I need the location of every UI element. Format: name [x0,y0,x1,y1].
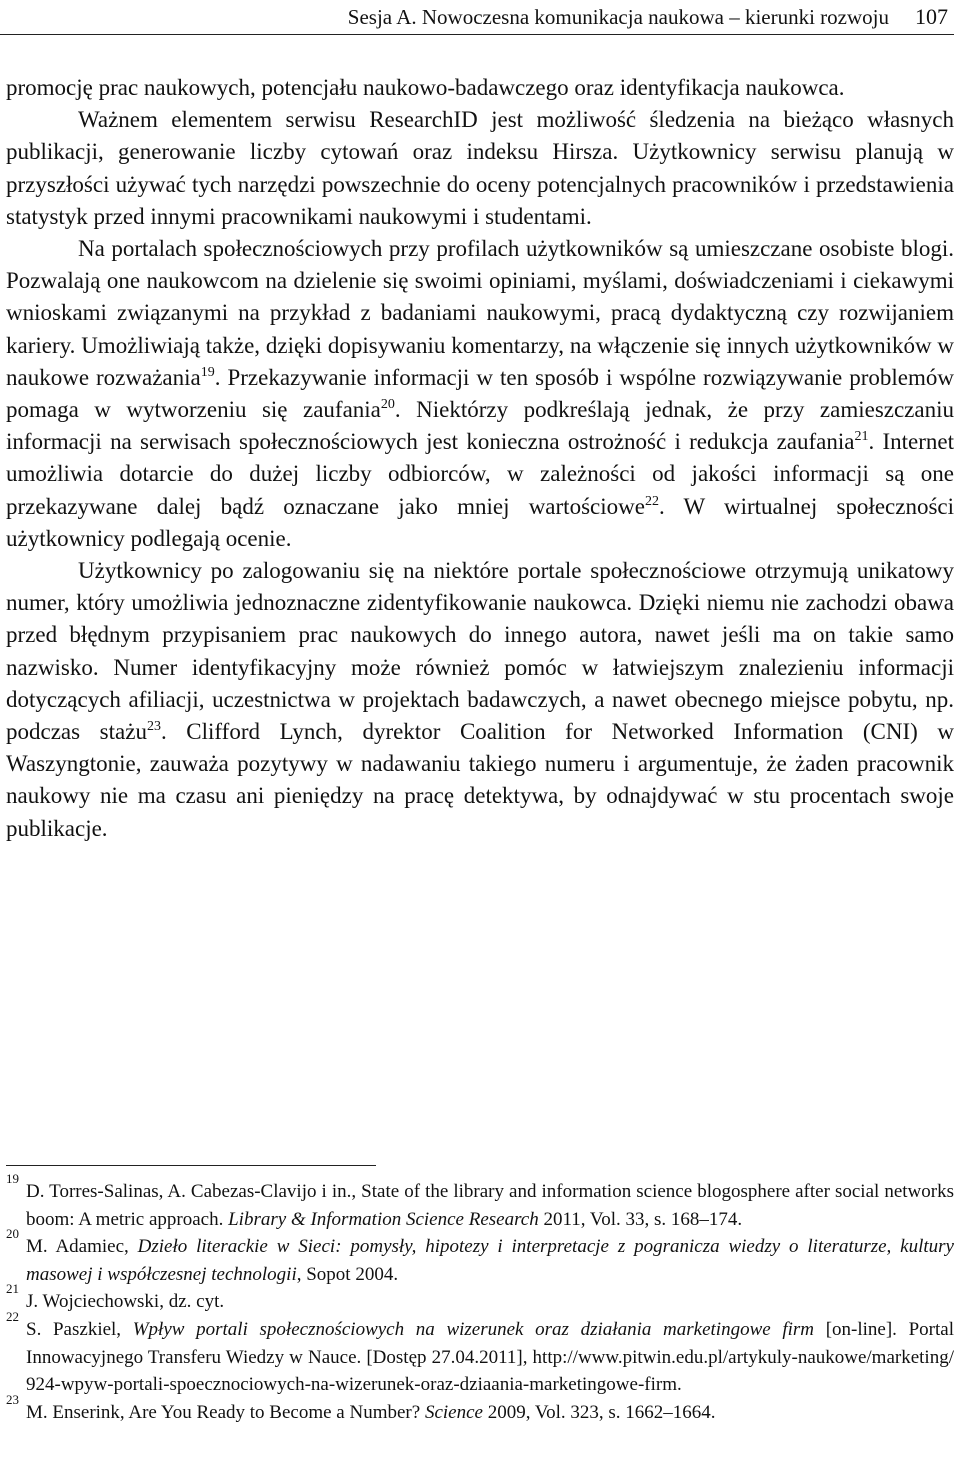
footnote-text: 2009, Vol. 323, s. 1662–1664. [482,1401,716,1423]
footnote-ref-19[interactable]: 19 [200,364,215,380]
footnote-number: 22 [6,1308,19,1324]
paragraph-4-text: . Clifford Lynch, dyrektor Coalition for Networked Information (CNI) w Waszyngtonie, zauważa pozytywy w nadawaniu takiego numeru i argumentuje, że żaden pracownik naukowy nie ma czasu ani pieniędzy na pracę detektywa, by odnajdywać w stu procentach swoje publikacje. [6,719,954,841]
footnote-title: Dzieło literackie w Sieci: pomysły, hipotezy i interpretacje z pogranicza wiedzy o literaturze, kultury masowej i współczesnej technologii [26,1236,954,1285]
paragraph-3 [6,233,954,555]
footnote-text: [on-line]. Portal Innowacyjnego Transferu Wiedzy w Nauce. [Dostęp 27.04.2011], [26,1318,954,1368]
footnote-number: 20 [6,1226,19,1242]
paragraph-4-text: Użytkownicy po zalogowaniu się na niektóre portale społecznościowe otrzymują unikatowy numer, który umożliwia jednoznaczne zidentyfikowanie naukowca. Dzięki niemu nie zachodzi obawa przed błędnym przypisaniem prac naukowych do innego autora, nawet jeśli ma on takie samo nazwisko. Numer identyfikacyjny może również pomóc w łatwiejszym znalezieniu informacji dotyczących afiliacji, uczestnictwa w projektach badawczych, a nawet obecnego miejsce pobytu, np. podczas stażu [6,558,954,745]
footnote-number: 23 [6,1391,19,1407]
footnotes [6,1171,954,1426]
footnote-text: D. Torres-Salinas, A. Cabezas-Clavijo i in., State of the library and information science blogosphere after social networks boom: A metric approach. [26,1181,954,1230]
running-title: Sesja A. Nowoczesna komunikacja naukowa – kierunki rozwoju [347,4,889,29]
footnote-text: S. Paszkiel, [26,1318,133,1340]
paragraph-4 [6,555,954,845]
footnote-text: J. Wojciechowski, dz. cyt. [26,1291,225,1313]
main-text [6,72,954,845]
footnote-23 [6,1391,954,1427]
footnote-url-link[interactable]: http://www.pitwin.edu.pl/artykuly-naukowe/marketing/924-wpyw-portali-spoecznociowych-na-wizerunek-oraz-dziaania-marketingowe-firm. [26,1346,954,1396]
footnote-ref-21[interactable]: 21 [854,429,869,445]
footnote-journal: Science [424,1401,483,1423]
footnote-journal: Library & Information Science Research [228,1208,539,1230]
footnote-number: 19 [6,1171,19,1186]
footnote-ref-20[interactable]: 20 [380,397,395,413]
paragraph-1: promocję prac naukowych, potencjału naukowo-badawczego oraz identyfikacja naukowca. [6,75,845,100]
footnote-22 [6,1308,954,1399]
footnote-number: 21 [6,1281,19,1297]
footnote-text: M. Enserink, Are You Ready to Become a Number? [26,1401,425,1423]
paragraph-2: Ważnem elementem serwisu ResearchID jest możliwość śledzenia na bieżąco własnych publikacji, generowanie liczby cytowań oraz indeksu Hirsza. Użytkownicy serwisu planują w przyszłości używać tych narzędzi powszechnie do oceny potencjalnych pracowników i przedstawienia statystyk przed innymi pracownikami naukowymi i studentami. [6,107,954,229]
footnote-20 [6,1226,954,1288]
footnote-ref-22[interactable]: 22 [644,493,659,509]
footnote-21 [6,1281,954,1316]
footnote-text: , Sopot 2004. [296,1263,399,1285]
paragraph-3-text: . Przekazywanie informacji w ten sposób i wspólne rozwiązywanie problemów pomaga w wytworzeniu się zaufania [6,364,954,423]
footnote-text: 2011, Vol. 33, s. 168–174. [538,1208,743,1230]
footnote-ref-23[interactable]: 23 [146,719,161,735]
paragraph-3-text: Na portalach społecznościowych przy profilach użytkowników są umieszczane osobiste blogi. Pozwalają one naukowcom na dzielenie się swoimi opiniami, myślami, doświadczeniami i ciekawymi wnioskami związanymi na przykład z badaniami naukowymi, pracą dydaktyczną czy rozwijaniem kariery. Umożliwiają także, dzięki dopisywaniu komentarzy, na włączenie się innych użytkowników w naukowe rozważania [6,236,954,390]
paragraph-3-text: . Internet umożliwia dotarcie do dużej liczby odbiorców, w zależności od jakości informacji są one przekazywane dalej bądź oznaczane jako mniej wartościowe [6,429,954,519]
footnote-19 [6,1171,954,1233]
footnote-text: M. Adamiec, [26,1236,138,1258]
paragraph-3-text: . Niektórzy podkreślają jednak, że przy zamieszczaniu informacji na serwisach społecznościowych jest konieczna ostrożność i redukcja zaufania [6,397,954,455]
page-number: 107 [915,4,948,29]
paragraph-3-text: . W wirtualnej społeczności użytkownicy podlegają ocenie. [6,493,954,551]
footnote-separator [6,1165,376,1166]
running-header [0,0,954,35]
footnote-title: Wpływ portali społecznościowych na wizerunek oraz działania marketingowe firm [132,1318,815,1340]
